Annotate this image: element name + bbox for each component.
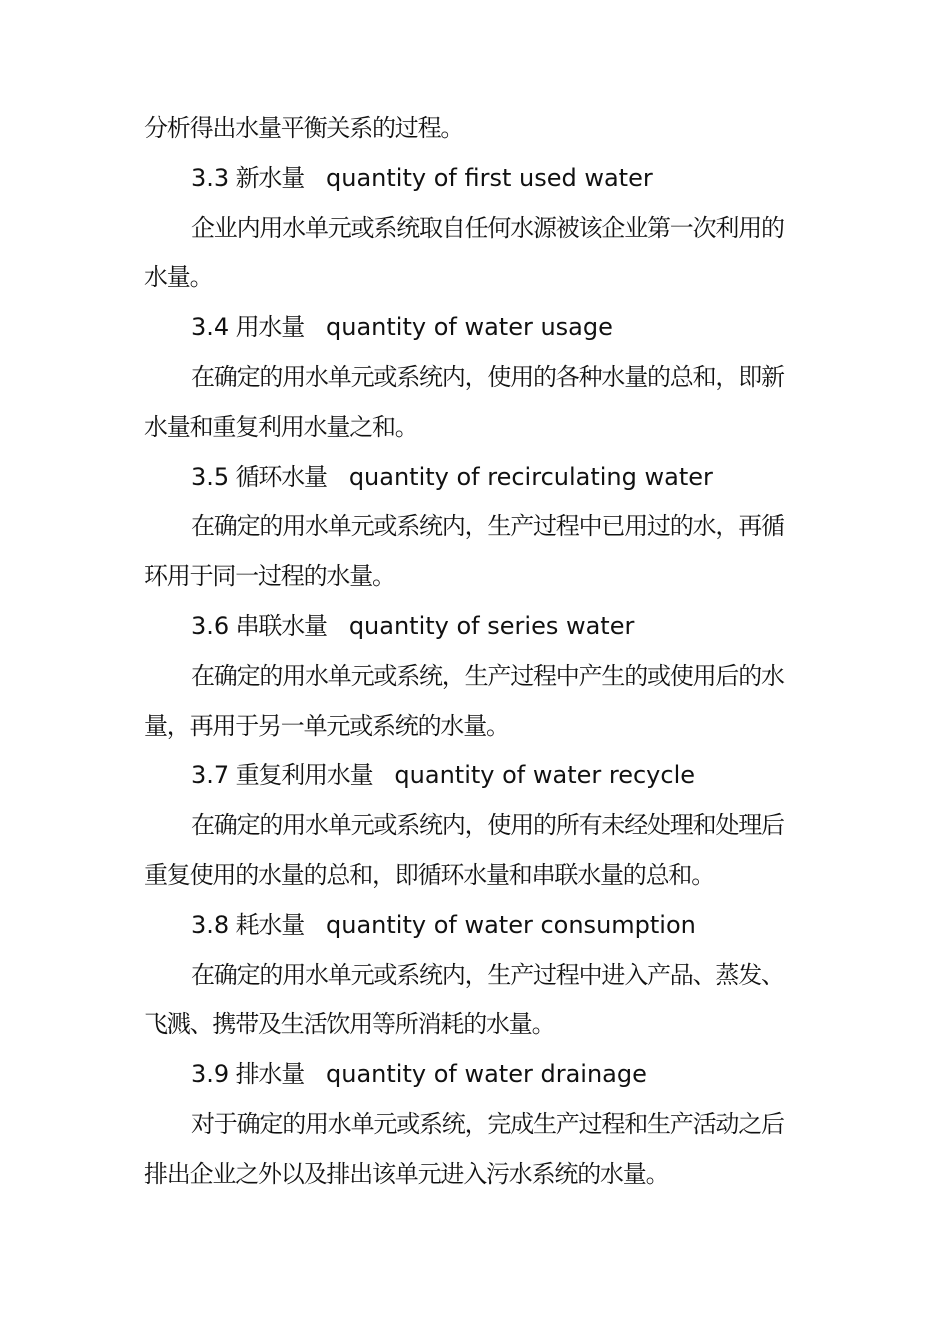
definition-line: 在确定的用水单元或系统内，使用的各种水量的总和，即新 xyxy=(191,362,784,391)
term-number: 3.8 xyxy=(191,910,230,939)
definition-line: 在确定的用水单元或系统内，生产过程中已用过的水，再循 xyxy=(191,512,784,541)
definition-line: 水量和重复利用水量之和。 xyxy=(144,412,418,441)
term-english: quantity of water recycle xyxy=(394,761,696,790)
term-heading-3-3 xyxy=(144,154,810,204)
term-number: 3.4 xyxy=(191,313,230,342)
term-chinese: 循环水量 xyxy=(235,462,327,491)
term-english: quantity of series water xyxy=(348,611,635,640)
definition-line: 环用于同一过程的水量。 xyxy=(144,562,395,591)
term-chinese: 用水量 xyxy=(235,313,305,342)
document-page xyxy=(144,104,810,1200)
term-number: 3.7 xyxy=(191,761,230,790)
definition-line: 水量。 xyxy=(144,263,213,292)
definition-line: 对于确定的用水单元或系统，完成生产过程和生产活动之后 xyxy=(191,1109,784,1138)
definition-line: 飞溅、携带及生活饮用等所消耗的水量。 xyxy=(144,1010,555,1039)
term-chinese: 排水量 xyxy=(235,1060,305,1089)
term-number: 3.3 xyxy=(191,163,230,192)
term-chinese: 新水量 xyxy=(235,163,305,192)
term-heading-3-5 xyxy=(144,453,810,503)
definition-line: 在确定的用水单元或系统，生产过程中产生的或使用后的水 xyxy=(191,661,784,690)
definition-line: 企业内用水单元或系统取自任何水源被该企业第一次利用的 xyxy=(191,213,784,242)
term-english: quantity of water consumption xyxy=(326,910,696,939)
definition-line: 在确定的用水单元或系统内，使用的所有未经处理和处理后 xyxy=(191,811,784,840)
definition-line: 在确定的用水单元或系统内，生产过程中进入产品、蒸发、 xyxy=(191,960,784,989)
term-heading-3-9 xyxy=(144,1050,810,1100)
term-heading-3-8 xyxy=(144,901,810,951)
term-chinese: 重复利用水量 xyxy=(235,761,373,790)
term-english: quantity of water usage xyxy=(326,313,613,342)
term-heading-3-7 xyxy=(144,751,810,801)
intro-line: 分析得出水量平衡关系的过程。 xyxy=(144,114,464,142)
definition-line: 量，再用于另一单元或系统的水量。 xyxy=(144,711,509,740)
term-number: 3.6 xyxy=(191,611,230,640)
term-heading-3-6 xyxy=(144,602,810,652)
term-english: quantity of first used water xyxy=(326,163,653,192)
term-english: quantity of recirculating water xyxy=(348,462,713,491)
definition-line: 排出企业之外以及排出该单元进入污水系统的水量。 xyxy=(144,1159,669,1188)
term-chinese: 串联水量 xyxy=(235,611,327,640)
term-number: 3.5 xyxy=(191,462,230,491)
term-chinese: 耗水量 xyxy=(235,910,305,939)
term-heading-3-4 xyxy=(144,303,810,353)
term-english: quantity of water drainage xyxy=(326,1060,647,1089)
term-number: 3.9 xyxy=(191,1060,230,1089)
definition-line: 重复使用的水量的总和，即循环水量和串联水量的总和。 xyxy=(144,860,714,889)
